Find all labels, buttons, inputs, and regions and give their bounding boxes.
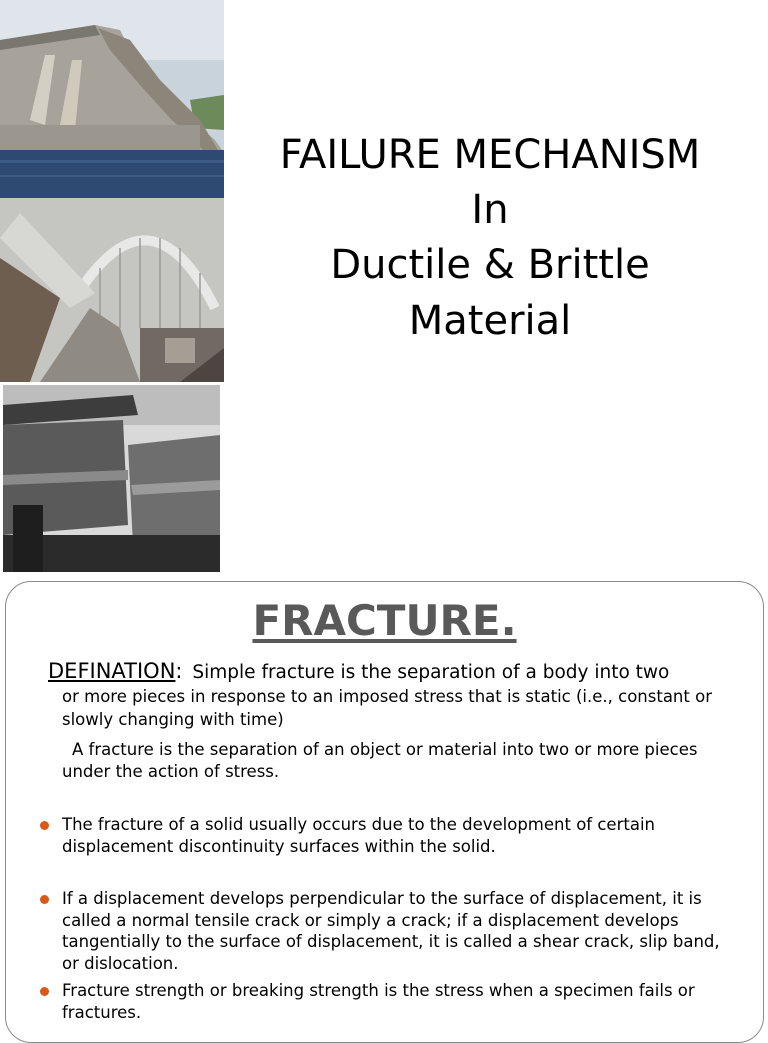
fracture-slide <box>5 581 764 1043</box>
bullet-dot-icon <box>40 987 49 996</box>
definition-text-rest: or more pieces in response to an imposed stress that is static (i.e., constant or slowly changing with time) <box>62 687 712 729</box>
bullet-item <box>40 888 740 974</box>
bullet-dot-icon <box>40 895 49 904</box>
title-line-1: FAILURE MECHANISM <box>279 132 701 178</box>
title-line-4: Material <box>408 297 572 344</box>
bullet-item <box>40 814 740 857</box>
fracture-heading: FRACTURE. <box>252 596 517 645</box>
title-line-2: In <box>471 187 509 234</box>
bullet-text: Fracture strength or breaking strength is the stress when a specimen fails or fractures. <box>62 981 695 1022</box>
collapsed-bridge-image-3 <box>3 385 220 572</box>
definition-paragraph <box>48 659 738 731</box>
collapsed-bridge-image-2 <box>0 198 224 382</box>
collapsed-bridge-photo-1 <box>0 0 224 198</box>
collapsed-bridge-image-1 <box>0 0 224 198</box>
definition-text-first: Simple fracture is the separation of a body into two <box>192 662 670 683</box>
definition-paragraph-2: A fracture is the separation of an object or material into two or more pieces under the action of stress. <box>62 740 698 781</box>
collapsed-bridge-photo-2 <box>0 198 224 382</box>
bullet-text: The fracture of a solid usually occurs due to the development of certain displacement discontinuity surfaces within the solid. <box>62 815 655 856</box>
definition-label: DEFINATION <box>48 659 176 683</box>
title-line-3: Ductile & Brittle <box>330 242 650 289</box>
bullet-text: If a displacement develops perpendicular to the surface of displacement, it is called a normal tensile crack or simply a crack; if a displacement develops tangentially to the surface of displacement, it is called a shear crack, slip band, or dislocation. <box>62 889 720 973</box>
collapsed-bridge-photo-3 <box>3 385 220 572</box>
bullet-item <box>40 980 740 1023</box>
slide-title <box>240 128 740 349</box>
bullet-dot-icon <box>40 821 49 830</box>
definition-colon: : <box>175 659 183 683</box>
